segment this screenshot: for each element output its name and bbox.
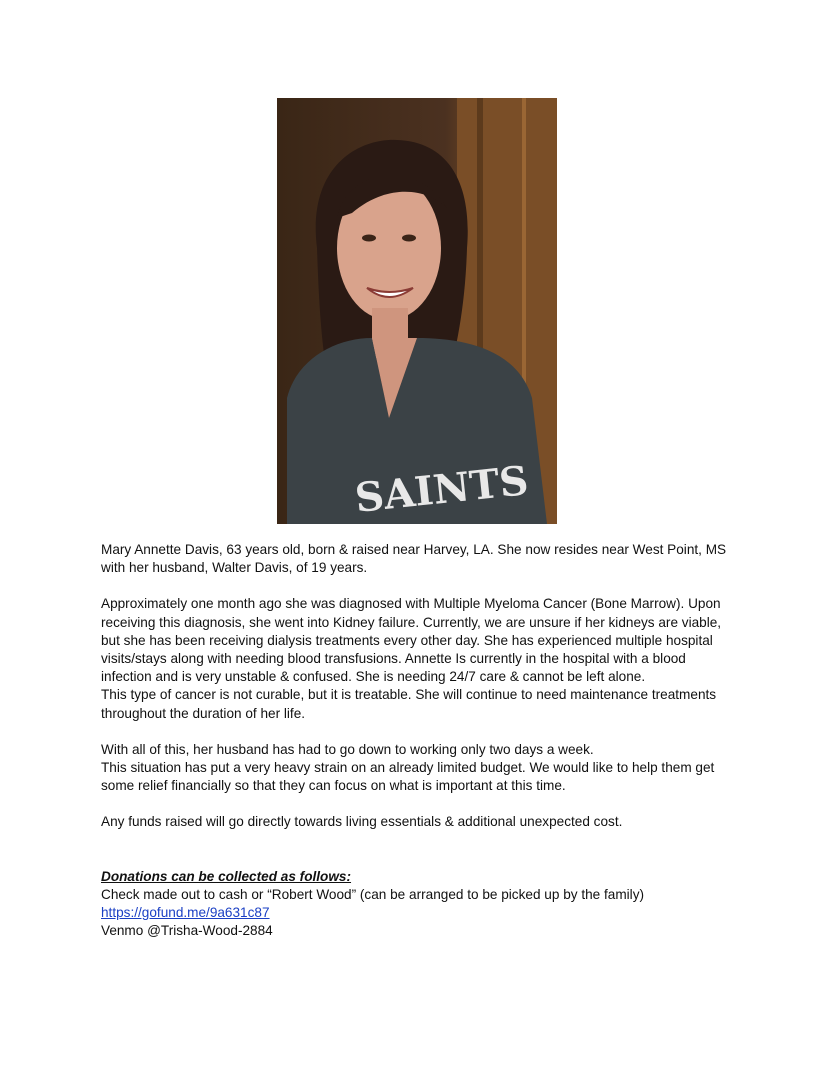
shirt-logo-text: SAINTS — [352, 457, 531, 522]
donation-check-line: Check made out to cash or “Robert Wood” (can be arranged to be picked up by the family) — [101, 886, 645, 902]
funds-line: Any funds raised will go directly towards living essentials & additional unexpected cost. — [101, 814, 623, 830]
body-text — [101, 541, 741, 940]
donations-heading: Donations can be collected as follows: — [101, 868, 352, 884]
portrait-illustration — [277, 98, 557, 524]
diagnosis-line-2: receiving this diagnosis, she went into Kidney failure. Currently, we are unsure if her kidneys are viable, — [101, 614, 722, 630]
gofundme-link[interactable]: https://gofund.me/9a631c87 — [101, 905, 270, 921]
diagnosis-line-3: but she has been receiving dialysis treatments every other day. She has experienced multiple hospital — [101, 632, 713, 648]
right-eye — [402, 235, 416, 242]
venmo-line: Venmo @Trisha-Wood-2884 — [101, 923, 273, 939]
work-line-2: This situation has put a very heavy strain on an already limited budget. We would like to help them get — [101, 760, 715, 776]
work-line-1: With all of this, her husband has had to go down to working only two days a week. — [101, 741, 594, 757]
diagnosis-line-6: This type of cancer is not curable, but it is treatable. She will continue to need maintenance treatments — [101, 687, 717, 703]
diagnosis-line-1: Approximately one month ago she was diagnosed with Multiple Myeloma Cancer (Bone Marrow). Upon — [101, 596, 721, 612]
portrait-photo — [277, 98, 557, 524]
left-eye — [362, 235, 376, 242]
intro-line-2: with her husband, Walter Davis, of 19 years. — [101, 560, 368, 576]
work-line-3: some relief financially so that they can focus on what is important at this time. — [101, 778, 566, 794]
intro-line-1: Mary Annette Davis, 63 years old, born & raised near Harvey, LA. She now resides near West Point, MS — [101, 542, 727, 557]
diagnosis-line-7: throughout the duration of her life. — [101, 705, 306, 721]
diagnosis-line-5: infection and is very unstable & confused. She is needing 24/7 care & cannot be left alone. — [101, 669, 646, 685]
diagnosis-line-4: visits/stays along with needing blood transfusions. Annette Is currently in the hospital with a blood — [101, 651, 686, 667]
